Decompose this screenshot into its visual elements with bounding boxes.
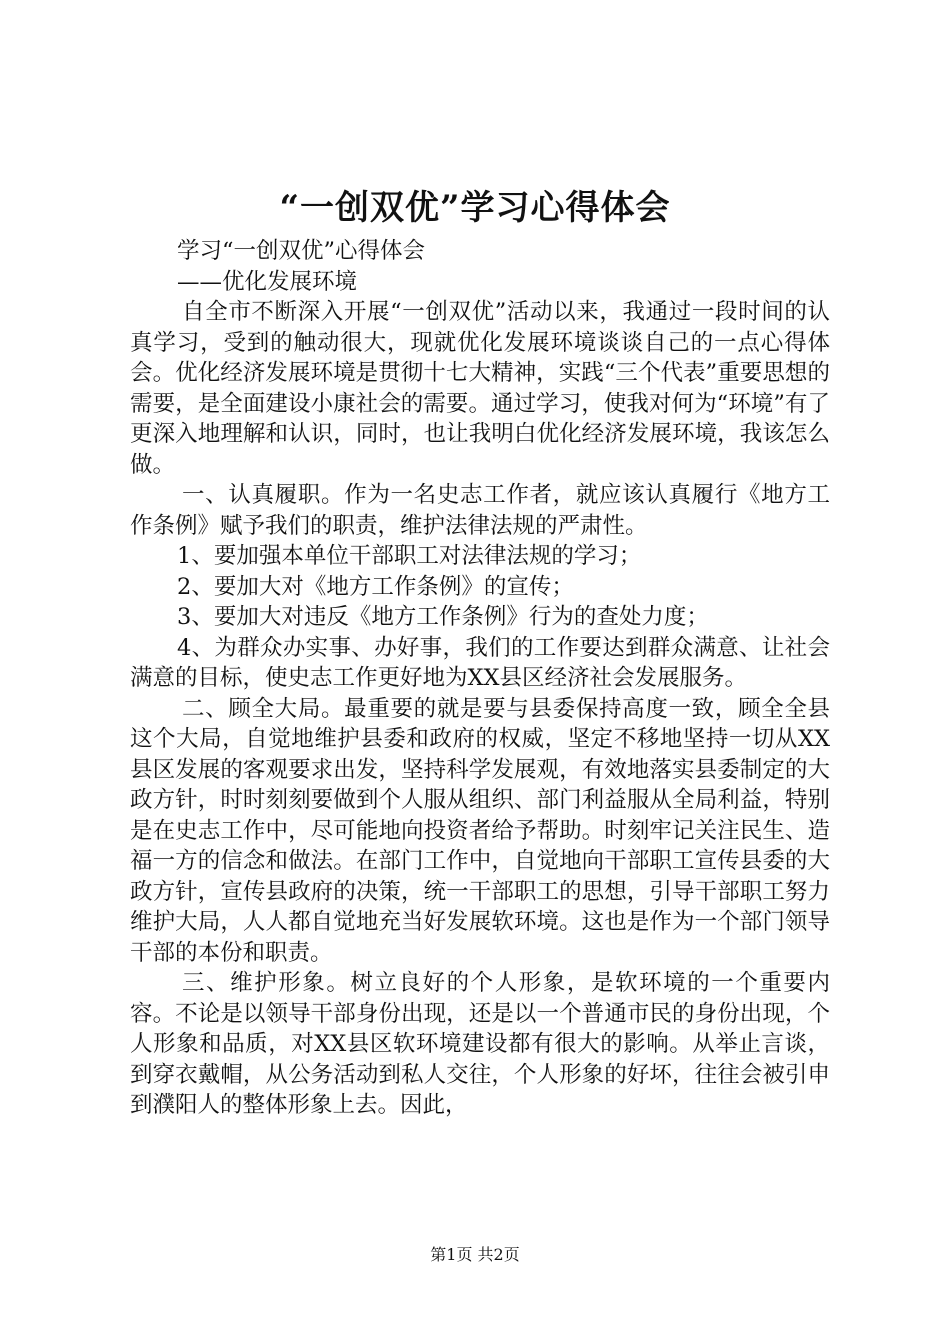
list-item-3: 3、要加大对违反《地方工作条例》行为的查处力度； <box>177 604 709 630</box>
subtitle-theme: ——优化发展环境 <box>177 268 358 295</box>
paragraph-section-3: 三、维护形象。树立良好的个人形象，是软环境的一个重要内容。不论是以领导干部身份出现，还是以一个普通市民的身份出现，个人形象和品质，对XX县区软环境建设都有很大的影响。从举止言谈，到穿衣戴帽，从公务活动到私人交往，个人形象的好坏，往往会被引申到濮阳人的整体形象上去。因此， <box>130 970 830 1118</box>
paragraph-intro: 自全市不断深入开展“一创双优”活动以来，我通过一段时间的认真学习，受到的触动很大，现就优化发展环境谈谈自己的一点心得体会。优化经济发展环境是贯彻十七大精神，实践“三个代表”重要思想的需要，是全面建设小康社会的需要。通过学习，使我对何为“环境”有了更深入地理解和认识，同时，也让我明白优化经济发展环境，我该怎么做。 <box>130 299 830 478</box>
list-item-1: 1、要加强本单位干部职工对法律法规的学习； <box>177 543 642 569</box>
document-body <box>130 236 830 1121</box>
document-title: “一创双优”学习心得体会 <box>279 188 671 228</box>
page-footer: 第1页 共2页 <box>430 1245 520 1264</box>
list-item-4: 4、为群众办实事、办好事，我们的工作要达到群众满意、让社会满意的目标，使史志工作更好地为XX县区经济社会发展服务。 <box>130 634 830 691</box>
paragraph-section-1: 一、认真履职。作为一名史志工作者，就应该认真履行《地方工作条例》赋予我们的职责，维护法律法规的严肃性。 <box>130 482 830 539</box>
paragraph-section-2: 二、顾全大局。最重要的就是要与县委保持高度一致，顾全全县这个大局，自觉地维护县委和政府的权威，坚定不移地坚持一切从XX县区发展的客观要求出发，坚持科学发展观，有效地落实县委制定的大政方针，时时刻刻要做到个人服从组织、部门利益服从全局利益，特别是在史志工作中，尽可能地向投资者给予帮助。时刻牢记关注民生、造福一方的信念和做法。在部门工作中，自觉地向干部职工宣传县委的大政方针，宣传县政府的决策，统一干部职工的思想，引导干部职工努力维护大局，人人都自觉地充当好发展软环境。这也是作为一个部门领导干部的本份和职责。 <box>130 695 830 966</box>
subtitle: 学习“一创双优”心得体会 <box>177 238 426 264</box>
list-item-2: 2、要加大对《地方工作条例》的宣传； <box>177 573 574 600</box>
